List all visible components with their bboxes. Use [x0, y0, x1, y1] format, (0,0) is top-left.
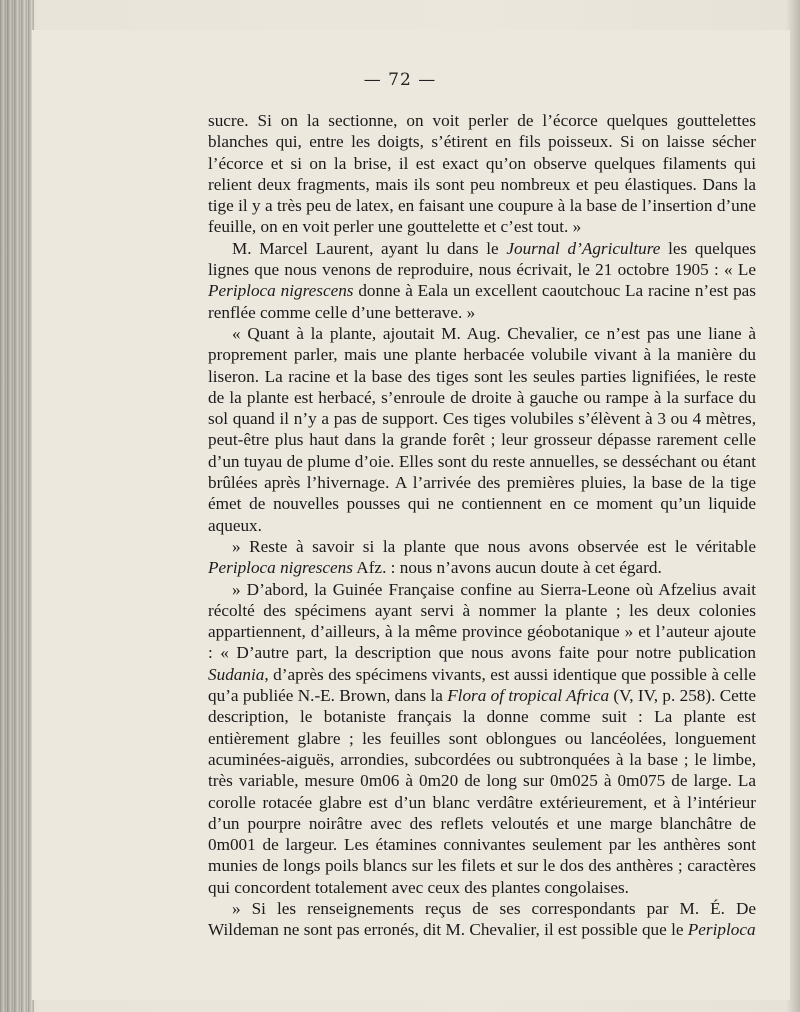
italic-text-run: Flora of tropical Africa — [447, 686, 610, 706]
text-run: les quelques lignes que nous venons de reproduire, nous écrivait, le 21 octobre 1905 : « Le — [208, 238, 757, 280]
paragraph — [208, 323, 756, 536]
italic-text-run: Periploca nigrescens — [208, 281, 354, 301]
text-run: sucre. Si on la sectionne, on voit perler de l’écorce quelques gouttelettes blanches qui, entre les doigts, s’étirent en fils poisseux. Si on laisse sécher l’écorce et si on la brise, il est exact qu’on observe quelques filaments qui relient deux fragments, mais ils sont peu nombreux et peu élastiques. Dans la tige il y a très peu de latex, en faisant une coupure à la base de l’insertion d’une feuille, on en voit perler une gouttelette et c’est tout. » — [208, 111, 756, 237]
paragraph — [208, 238, 756, 323]
italic-text-run: Journal d’Agriculture — [506, 238, 661, 258]
body-text — [208, 110, 756, 941]
paragraph — [208, 110, 756, 238]
page-number: — 72 — — [363, 70, 437, 90]
paragraph — [208, 579, 756, 898]
text-run: » Si les renseignements reçus de ses correspondants par M. É. De Wildeman ne sont pas erronés, dit M. Chevalier, il est possible que le — [208, 898, 756, 940]
text-run: Afz. : nous n’avons aucun doute à cet égard. — [352, 558, 662, 578]
text-run: (V, IV, p. 258). Cette description, le botaniste français la donne comme suit : La plante est entièrement glabre ; les feuilles sont oblongues ou lancéolées, longuement acuminées-aiguës, arrondies, subcordées ou subtronquées à la base ; le limbe, très variable, mesure 0m06 à 0m20 de long sur 0m025 à 0m075 de large. La corolle rotacée glabre est d’un blanc verdâtre extérieurement, et à l’intérieur d’un pourpre noirâtre avec des reflets veloutés et une marge blanchâtre de 0m001 de largeur. Les étamines connivantes seulement par les anthères sont munies de longs poils blancs sur les filets et sur le dos des anthères ; caractères qui concordent totalement avec ceux des plantes congolaises. — [208, 686, 756, 897]
italic-text-run: Periploca nigrescens — [208, 558, 353, 578]
text-run: M. Marcel Laurent, ayant lu dans le — [232, 238, 507, 258]
text-run: » Reste à savoir si la plante que nous avons observée est le véritable — [232, 536, 756, 556]
italic-text-run: Periploca — [687, 920, 756, 940]
text-run: donne à Eala un excellent caoutchouc La racine n’est pas renflée comme celle d’une betterave. » — [208, 281, 756, 322]
text-run: , d’après des spécimens vivants, est aussi identique que possible à celle qu’a publiée N.-E. Brown, dans la — [208, 664, 756, 706]
paragraph — [208, 536, 756, 579]
paragraph — [208, 898, 756, 941]
book-gutter — [0, 0, 34, 1012]
italic-text-run: Sudania — [208, 664, 265, 684]
text-run: « Quant à la plante, ajoutait M. Aug. Chevalier, ce n’est pas une liane à proprement parler, mais une plante herbacée volubile vivant à la manière du liseron. La racine et la base des tiges sont les seules parties lignifiées, le reste de la plante est herbacé, s’enroule de droite à gauche ou rampe à la surface du sol quand il n’y a pas de support. Ces tiges volubiles s’élèvent à 3 ou 4 mètres, peut-être plus haut dans la grande forêt ; leur grosseur dépasse rarement celle d’un tuyau de plume d’oie. Elles sont du reste annuelles, se desséchant ou étant brûlées après l’hivernage. A l’arrivée des premières pluies, la base de la tige émet de nouvelles pousses qui ne contiennent en ce moment qu’un liquide aqueux. — [208, 323, 756, 535]
text-run: » D’abord, la Guinée Française confine au Sierra-Leone où Afzelius avait récolté des spécimens ayant servi à nommer la plante ; les deux colonies appartiennent, d’ailleurs, à la même province géobotanique » et l’auteur ajoute : « D’autre part, la description que nous avons faite pour notre publication — [208, 579, 756, 663]
